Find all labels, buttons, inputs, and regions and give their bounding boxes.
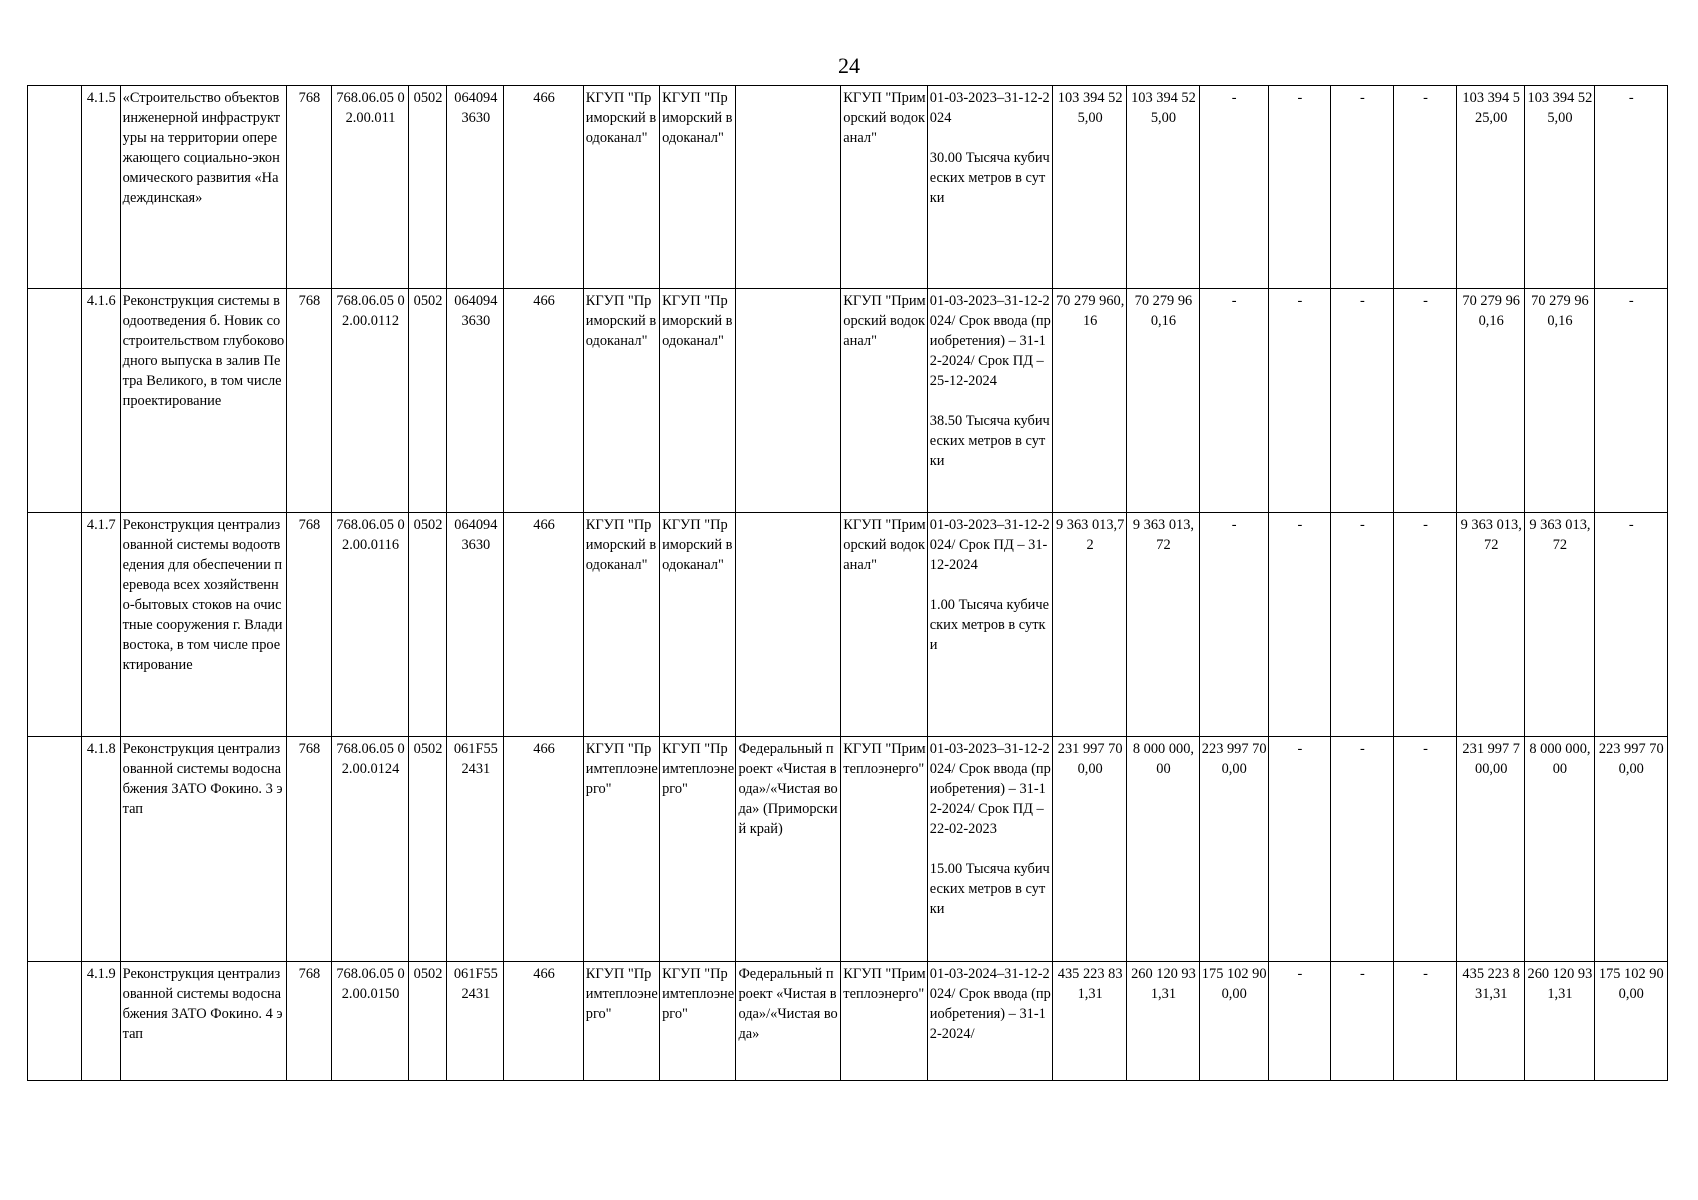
developer: КГУП "Приморский водоканал" [660,513,736,737]
section-code: 0502 [408,86,447,289]
target-article-code: 064094 3630 [447,513,504,737]
amount-total: 435 223 831,31 [1053,962,1127,1081]
balance-holder: КГУП "Приморский водоканал" [841,289,928,513]
target-article-code: 061F55 2431 [447,962,504,1081]
amount-4: - [1330,86,1393,289]
amount-7: 103 394 525,00 [1525,86,1594,289]
customer: КГУП "Приморский водоканал" [583,289,659,513]
amount-3: - [1268,962,1330,1081]
amount-3: - [1268,86,1330,289]
amount-7: 9 363 013,72 [1525,513,1594,737]
amount-7: 8 000 000,00 [1525,737,1594,962]
balance-holder: КГУП "Приморский водоканал" [841,86,928,289]
amount-2: - [1199,289,1268,513]
amount-5: - [1394,86,1457,289]
table-row [28,86,1668,289]
section-code: 0502 [408,737,447,962]
developer: КГУП "Приморский водоканал" [660,289,736,513]
object-code: 768.06.05 02.00.0112 [332,289,408,513]
object-code: 768.06.05 02.00.0150 [332,962,408,1081]
row-number: 4.1.5 [81,86,120,289]
target-article-code: 064094 3630 [447,86,504,289]
amount-5: - [1394,289,1457,513]
amount-6: 103 394 525,00 [1457,86,1525,289]
amount-8: - [1594,289,1667,513]
blank-cell [28,289,82,513]
terms-capacity: 01-03-2023–31-12-2024 30.00 Тысяча кубических метров в сутки [927,86,1052,289]
object-name: Реконструкция централизованной системы водоснабжения ЗАТО Фокино. 3 этап [120,737,286,962]
amount-total: 9 363 013,72 [1053,513,1127,737]
amount-4: - [1330,513,1393,737]
grbs-code: 768 [286,513,332,737]
amount-4: - [1330,737,1393,962]
terms-capacity: 01-03-2023–31-12-2024/ Срок ввода (приобретения) – 31-12-2024/ Срок ПД – 25-12-2024 38.50 Тысяча кубических метров в сутки [927,289,1052,513]
developer: КГУП "Приморский водоканал" [660,86,736,289]
grbs-code: 768 [286,737,332,962]
amount-8: - [1594,86,1667,289]
blank-cell [28,737,82,962]
amount-7: 260 120 931,31 [1525,962,1594,1081]
section-code: 0502 [408,513,447,737]
amount-4: - [1330,289,1393,513]
amount-1: 9 363 013,72 [1127,513,1199,737]
amount-8: 223 997 700,00 [1594,737,1667,962]
customer: КГУП "Примтеплоэнерго" [583,962,659,1081]
amount-2: - [1199,86,1268,289]
amount-1: 103 394 525,00 [1127,86,1199,289]
expense-type-code: 466 [504,289,583,513]
amount-5: - [1394,513,1457,737]
amount-3: - [1268,513,1330,737]
target-article-code: 064094 3630 [447,289,504,513]
customer: КГУП "Примтеплоэнерго" [583,737,659,962]
terms-capacity: 01-03-2023–31-12-2024/ Срок ПД – 31-12-2024 1.00 Тысяча кубических метров в сутки [927,513,1052,737]
amount-3: - [1268,289,1330,513]
amount-total: 103 394 525,00 [1053,86,1127,289]
amount-2: - [1199,513,1268,737]
amount-5: - [1394,737,1457,962]
federal-project: Федеральный проект «Чистая вода»/«Чистая вода» [736,962,841,1081]
amount-total: 231 997 700,00 [1053,737,1127,962]
amount-4: - [1330,962,1393,1081]
expense-type-code: 466 [504,86,583,289]
table-row [28,289,1668,513]
amount-7: 70 279 960,16 [1525,289,1594,513]
row-number: 4.1.7 [81,513,120,737]
amount-1: 8 000 000,00 [1127,737,1199,962]
customer: КГУП "Приморский водоканал" [583,513,659,737]
blank-cell [28,513,82,737]
expense-type-code: 466 [504,737,583,962]
balance-holder: КГУП "Приморский водоканал" [841,513,928,737]
section-code: 0502 [408,289,447,513]
section-code: 0502 [408,962,447,1081]
terms-capacity: 01-03-2023–31-12-2024/ Срок ввода (приобретения) – 31-12-2024/ Срок ПД – 22-02-2023 15.00 Тысяча кубических метров в сутки [927,737,1052,962]
amount-5: - [1394,962,1457,1081]
balance-holder: КГУП "Примтеплоэнерго" [841,962,928,1081]
federal-project: Федеральный проект «Чистая вода»/«Чистая вода» (Приморский край) [736,737,841,962]
amount-8: - [1594,513,1667,737]
table-row [28,962,1668,1081]
amount-total: 70 279 960,16 [1053,289,1127,513]
amount-1: 70 279 960,16 [1127,289,1199,513]
federal-project [736,86,841,289]
table-row [28,513,1668,737]
object-name: Реконструкция централизованной системы водоснабжения ЗАТО Фокино. 4 этап [120,962,286,1081]
expense-type-code: 466 [504,513,583,737]
terms-capacity: 01-03-2024–31-12-2024/ Срок ввода (приобретения) – 31-12-2024/ [927,962,1052,1081]
amount-1: 260 120 931,31 [1127,962,1199,1081]
object-name: «Строительство объектов инженерной инфраструктуры на территории опережающего социально-экономического развития «Надеждинская» [120,86,286,289]
object-code: 768.06.05 02.00.0116 [332,513,408,737]
expense-type-code: 466 [504,962,583,1081]
object-name: Реконструкция системы водоотведения б. Новик со строительством глубоководного выпуска в залив Петра Великого, в том числе проектирование [120,289,286,513]
federal-project [736,513,841,737]
page-number: 24 [838,53,860,78]
row-number: 4.1.9 [81,962,120,1081]
amount-6: 9 363 013,72 [1457,513,1525,737]
object-name: Реконструкция централизованной системы водоотведения для обеспечении перевода всех хозяйственно-бытовых стоков на очистные сооружения г. Владивостока, в том числе проектирование [120,513,286,737]
object-code: 768.06.05 02.00.0124 [332,737,408,962]
blank-cell [28,86,82,289]
balance-holder: КГУП "Примтеплоэнерго" [841,737,928,962]
amount-3: - [1268,737,1330,962]
federal-project [736,289,841,513]
row-number: 4.1.6 [81,289,120,513]
grbs-code: 768 [286,962,332,1081]
row-number: 4.1.8 [81,737,120,962]
amount-2: 223 997 700,00 [1199,737,1268,962]
developer: КГУП "Примтеплоэнерго" [660,737,736,962]
developer: КГУП "Примтеплоэнерго" [660,962,736,1081]
amount-6: 231 997 700,00 [1457,737,1525,962]
grbs-code: 768 [286,289,332,513]
amount-8: 175 102 900,00 [1594,962,1667,1081]
amount-6: 435 223 831,31 [1457,962,1525,1081]
amount-2: 175 102 900,00 [1199,962,1268,1081]
grbs-code: 768 [286,86,332,289]
budget-table [27,85,1668,1081]
target-article-code: 061F55 2431 [447,737,504,962]
amount-6: 70 279 960,16 [1457,289,1525,513]
object-code: 768.06.05 02.00.011 [332,86,408,289]
customer: КГУП "Приморский водоканал" [583,86,659,289]
table-row [28,737,1668,962]
blank-cell [28,962,82,1081]
